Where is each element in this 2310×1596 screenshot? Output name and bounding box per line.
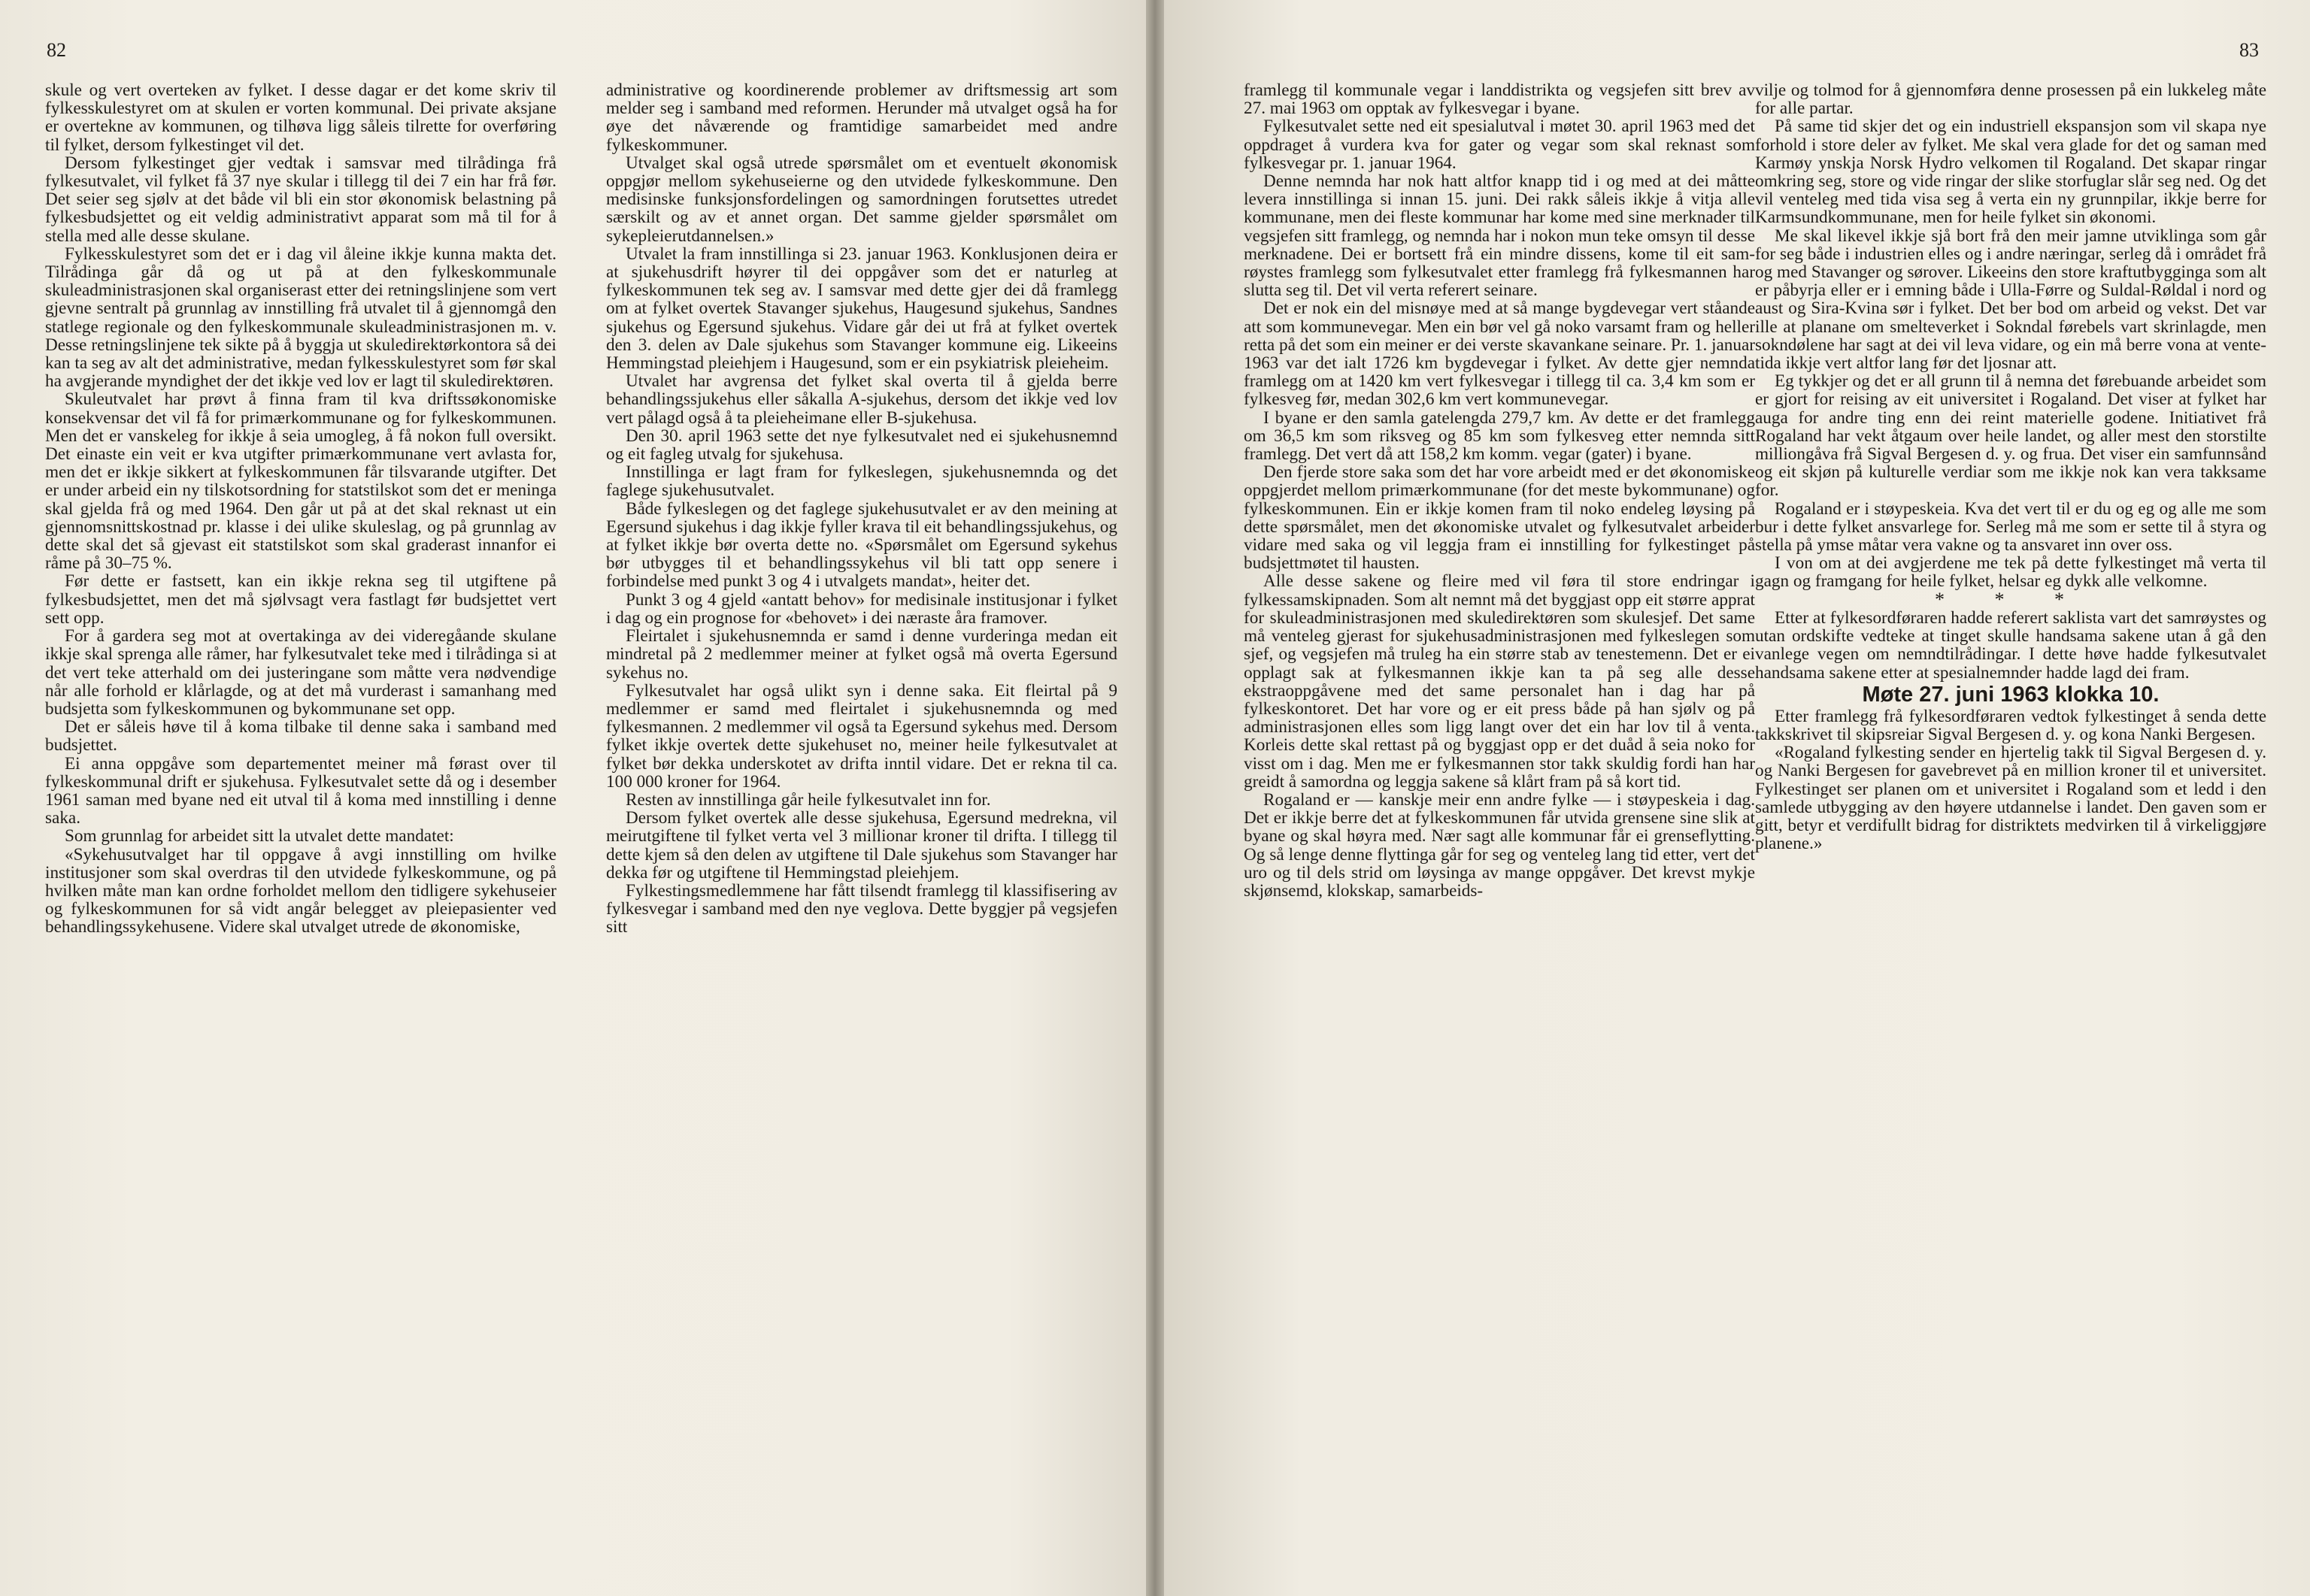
book-gutter [1146,0,1164,1596]
paragraph: På same tid skjer det og ein industriell ekspansjon som vil skapa nye forhold i store deler av fylket. Me skal vera glade for det og saman med Karmøy ynskja Norsk Hydro velkomen til Rogaland. Det skapar ringar omkring seg, store og vide ringar der slike storfuglar slår seg ned. Og det vil venteleg med tida visa seg å verta ein ny grunnpilar, ikkje berre for Karmsundkommunane, men for heile fylket sin økonomi. [1755,117,2266,228]
paragraph: Dersom fylket overtek alle desse sjukehusa, Egersund medrekna, vil meirutgiftene til fylket verta vel 3 millionar kroner til drifta. I tillegg til dette kjem så den delen av utgiftene til Dale sjukehus som Stavanger har dekka før og utgiftene til Hemmingstad pleiehjem. [606,808,1117,883]
paragraph: administrative og koordinerende problemer av driftsmessig art som melder seg i samband med reformen. Herunder må utvalget også ha for øye det nåværende og framtidige samarbeidet med andre fylkeskommuner. [606,81,1117,155]
paragraph: Fleirtalet i sjukehusnemnda er samd i denne vurderinga medan eit mindretal på 2 medlemmer meiner at fylket også må overta Egersund sykehus no. [606,626,1117,683]
left-column-1 [45,81,556,1573]
paragraph: Resten av innstillinga går heile fylkesutvalet inn for. [626,789,991,810]
paragraph: Me skal likevel ikkje sjå bort frå den meir jamne utviklinga som går for seg både i industrien elles og i andre næringar, serleg då i området frå og med Stavanger og sørover. Likeeins den store kraftutbygginga som alt er påbyrja eller er i emning både i Ulla-Førre og Suldal-Røldal i nord og aust og Sira-Kvina sør i fylket. Det ber bod om arbeid og vekst. Det var ille at planane om smelteverket i Sokndal førebels vart skrinlagde, men sokndølene har sagt at dei vil leva vidare, og ein må berre vona at ventetida ikkje vert altfor lang før det ljosnar att. [1755,226,2266,374]
paragraph: Fylkesutvalet har også ulikt syn i denne saka. Eit fleirtal på 9 medlemmer er samd med fleirtalet i sjukehusnemnda og med fylkesmannen. 2 medlemmer vil også ta Egersund sykehus med. Dersom fylket ikkje overtek dette sjukehuset no, meiner heile fylkesutvalet at fylket bør dekka underskotet av drifta inntil vidare. Det er rekna til ca. 100 000 kroner for 1964. [606,680,1117,792]
paragraph: Det er nok ein del misnøye med at så mange bygdevegar vert ståande att som kommunevegar. Men ein bør vel gå noko varsamt fram og heller retta på det som ein meiner er dei verste skavankane seinare. Pr. 1. januar 1963 var det ialt 1726 km bygdevegar i fylket. Av dette gjer nemnda framlegg om at 1420 km vert fylkesvegar i tillegg til ca. 3,4 km som er fylkesveg før, medan 302,6 km vert kommunevegar. [1244,298,1755,410]
right-column-2 [1755,81,2266,1573]
paragraph: vilje og tolmod for å gjennomføra denne prosessen på ein lukkeleg måte for alle partar. [1755,81,2266,119]
left-page [0,0,1146,1596]
paragraph: Eg tykkjer og det er all grunn til å nemna det førebuande arbeidet som er gjort for reising av eit universitet i Rogaland. Det viser at fylket har auga for andre ting enn dei reint materielle godene. Initiativet frå Rogaland har vekt åtgaum over heile landet, og aller mest den storstilte milliongåva frå Sigval Bergesen d. y. og frua. Det viser ein samfunnsånd og eit skjøn på kulturelle verdiar som me ikkje nok kan vera takksame for. [1755,371,2266,501]
paragraph: Dersom fylkestinget gjer vedtak i samsvar med tilrådinga frå fylkesutvalet, vil fylket få 37 nye skular i tillegg til dei 7 ein har frå før. Det seier seg sjølv at det både vil bli ein stor økonomisk belastning på fylkesbudsjettet og eit veldig administrativt apparat som må til for å stella med alle desse skulane. [45,153,556,246]
paragraph: Skuleutvalet har prøvt å finna fram til kva driftssøkonomiske konsekvensar det vil få for primærkommunane og for fylkeskommunen. Men det er vanskeleg for ikkje å seia umogleg, å få nokon full oversikt. Det einaste ein veit er kva utgifter primærkommunane vert avlasta for, men det er ikkje sikkert at fylkeskommunen får tilsvarande utgifter. Det er under arbeid ein ny tilskotsordning for statstilskot som det er meninga skal gjelda frå og med 1964. Den går ut på at det skal reknast ut ein gjennomsnittskostnad pr. klasse i dei ulike skuleslag, og på grunnlag av dette skal det så gjevast eit statstilskot som skal graderast innanfor ei råme på 30–75 %. [45,389,556,574]
paragraph: Fylkesskulestyret som det er i dag vil åleine ikkje kunna makta det. Tilrådinga går då og ut på at den fylkeskommunale skuleadministrasjonen skal organiserast etter dei retningslinjene som vert gjevne sentralt på grunnlag av innstilling frå utvalet til å gjennomgå den statlege regionale og den fylkeskommunale skuleadministrasjonen m. v. Desse retningslinjene tek sikte på å byggja ut skuledirektørkontora så dei kan ta seg av alt det administrative, medan fylkesskulestyret som før skal ha avgjerande myndighet der det ikkje ved lov er lagt til skuledirektøren. [45,244,556,392]
right-column-1 [1244,81,1755,1573]
paragraph: skule og vert overteken av fylket. I desse dagar er det kome skriv til fylkesskulestyret om at skulen er vorten kommunal. Dei private aksjane er overtekne av kommunen, og tilhøva ligg såleis tilrette for overføring til fylket, dersom fylkestinget vil det. [45,81,556,155]
paragraph: Den fjerde store saka som det har vore arbeidt med er det økonomiske oppgjerdet mellom primærkommunane (for det meste bykommunane) og fylkeskommunen. Ein er ikkje komen fram til noko endeleg løysing på dette spørsmålet, men det økonomiske utvalet og fylkesutvalet arbeider vidare med saka og vil leggja fram ei innstilling for fylkestinget på budsjettmøtet til hausten. [1244,462,1755,574]
paragraph: Punkt 3 og 4 gjeld «antatt behov» for medisinale institusjonar i fylket i dag og ein prognose for «behovet» i dei næraste åra framover. [606,589,1117,628]
paragraph: Denne nemnda har nok hatt altfor knapp tid i og med at dei måtte levera innstillinga si innan 15. juni. Dei rakk såleis ikkje å vitja alle kommunane, men dei fleste kommunar har kome med sine merknader til vegsjefen sitt framlegg, og nemnda har i nokon mun teke omsyn til desse merknadene. Dei er bortsett frå ein mindre dissens, kome til eit samrøystes framlegg som fylkesutvalet etter framlegg frå fylkesmannen har slutta seg til. Det vil verta referert seinare. [1244,171,1755,301]
section-separator: * * * [1935,588,2087,610]
paragraph: Innstillinga er lagt fram for fylkeslegen, sjukehusnemnda og det faglege sjukehusutvalet. [606,462,1117,501]
paragraph: «Rogaland fylkesting sender en hjertelig takk til Sigval Bergesen d. y. og Nanki Bergesen for gavebrevet på en million kroner til et universitet. Fylkestinget ser planen om et universitet i Rogaland som et ledd i den samlede utbygging av den høyere utdannelse i landet. Den gaven som er gitt, betyr et verdifullt bidrag for distriktets medvirken til å virkeliggjøre planene.» [1755,743,2266,854]
paragraph: Alle desse sakene og fleire med vil føra til store endringar i fylkessamskipnaden. Som alt nemnt må det byggjast opp eit større apprat for skuleadministrasjonen med skuledirektøren som skulesjef. Det same må venteleg gjerast for sjukehusadministrasjonen med fylkeslegen som sjef, og vegsjefen må truleg ha ein større stab av tenestemenn. Det er ei opplagt sak at fylkesmannen ikkje kan ta på seg alle desse ekstraoppgåvene med det same personalet han i dag har på fylkeskontoret. Det har vore og er eit press både på han sjølv og på administrasjonen elles som ligg langt over det ein har lov til å venta. Korleis dette skal rettast på og byggjast opp er det duåd å seia noko for visst om i dag. Men me er fylkesmannen stor takk skuldig fordi han har greidt å samordna og leggja sakene så klårt fram på så kort tid. [1244,571,1755,792]
left-column-2 [606,81,1117,1573]
right-page [1164,0,2310,1596]
paragraph: Etter at fylkesordføraren hadde referert saklista vart det samrøystes og utan ordskifte vedteke at tinget skulle handsama sakene utan å gå den vanlege vegen om nemndtilrådingar. I dette høve hadde fylkesutvalet handsama sakene etter at spesialnemnder hadde lagd dei fram. [1755,607,2266,683]
paragraph: Både fylkeslegen og det faglege sjukehusutvalet er av den meining at Egersund sjukehus i dag ikkje fyller krava til eit behandlingssjukehus, og at fylket ikkje bør overta dette no. «Spørsmålet om Egersund sykehus bør utbygges til et behandlingssykehus vil bli tatt opp senere i forbindelse med punkt 3 og 4 i utvalgets mandat», heiter det. [606,498,1117,592]
meeting-heading: Møte 27. juni 1963 klokka 10. [1862,682,2160,707]
paragraph: framlegg til kommunale vegar i landdistrikta og vegsjefen sitt brev av 27. mai 1963 om opptak av fylkesvegar i byane. [1244,81,1755,119]
paragraph: Som grunnlag for arbeidet sitt la utvalet dette mandatet: [65,826,454,846]
page-number: 83 [2239,39,2259,61]
page-number: 82 [47,39,66,61]
paragraph: «Sykehusutvalget har til oppgave å avgi innstilling om hvilke institusjoner som skal overdras til den utvidede fylkeskommune, og på hvilken måte man kan ordne forholdet mellom den tidligere sykehuseier og fylkeskommunen for så vidt angår belegget av pleiepasienter ved behandlingssykehusene. Videre skal utvalget utrede de økonomiske, [45,844,556,937]
paragraph: I von om at dei avgjerdene me tek på dette fylkestinget må verta til gagn og framgang for heile fylket, helsar eg dykk alle velkomne. [1755,553,2266,592]
paragraph: Det er såleis høve til å koma tilbake til denne saka i samband med budsjettet. [45,717,556,756]
paragraph: I byane er den samla gatelengda 279,7 km. Av dette er det framlegg om 36,5 km som riksveg og 85 km som fylkesveg etter nemnda sitt framlegg. Det vert då att 158,2 km komm. vegar (gater) i byane. [1244,407,1755,465]
paragraph: Utvalget skal også utrede spørsmålet om et eventuelt økonomisk oppgjør mellom sykehuseierne og den utvidede fylkeskommune. Den medisinske funksjonsfordelingen og samordningen forutsettes utredet særskilt og av et annet organ. Det samme gjelder spørsmålet om sykepleierutdannelsen.» [606,153,1117,246]
paragraph: Fylkestingsmedlemmene har fått tilsendt framlegg til klassifisering av fylkesvegar i samband med den nye veglova. Dette byggjer på vegsjefen sitt [606,880,1117,937]
paragraph: Ei anna oppgåve som departementet meiner må førast over til fylkeskommunal drift er sjukehusa. Fylkesutvalet sette då og i desember 1961 saman med byane ned eit utval til å koma med innstilling i denne saka. [45,753,556,828]
paragraph: Før dette er fastsett, kan ein ikkje rekna seg til utgiftene på fylkesbudsjettet, men det må sjølvsagt vera fastlagt før budsjettet vert sett opp. [45,571,556,628]
paragraph: Utvalet har avgrensa det fylket skal overta til å gjelda berre behandlingssjukehus eller såkalla A-sjukehus, dersom det ikkje ved lov vert pålagd også å ta pleieheimane eller B-sjukehusa. [606,371,1117,428]
paragraph: Rogaland er i støypeskeia. Kva det vert til er du og eg og alle me som bur i dette fylket ansvarlege for. Serleg må me som er sette til å styra og stella på ymse måtar vera vakne og ta ansvaret inn over oss. [1755,498,2266,556]
paragraph: Rogaland er — kanskje meir enn andre fylke — i støypeskeia i dag. Det er ikkje berre det at fylkeskommunen får utvida grensene sine slik at byane og skal høyra med. Nær sagt alle kommunar får ei grenseflytting. Og så lenge denne flyttinga går for seg og venteleg lang tid etter, vert det uro og til dels strid om løysinga av mange oppgåver. Det krevst mykje skjønsemd, klokskap, samarbeids- [1244,789,1755,901]
paragraph: Fylkesutvalet sette ned eit spesialutval i møtet 30. april 1963 med det oppdraget å vurdera kva for gater og vegar som skal reknast som fylkesvegar pr. 1. januar 1964. [1244,117,1755,173]
paragraph: Utvalet la fram innstillinga si 23. januar 1963. Konklusjonen deira er at sjukehusdrift høyrer til dei oppgåver som det er naturleg at fylkeskommunen tek seg av. I samsvar med dette gjer dei då framlegg om at fylket overtek Stavanger sjukehus, Haugesund sjukehus, Sandnes sjukehus og Egersund sjukehus. Vidare går dei ut frå at fylket overtek den 3. delen av Dale sjukehus som Stavanger kommune eig. Likeeins Hemmingstad pleiehjem i Haugesund, som er ein psykiatrisk pleieheim. [606,244,1117,374]
paragraph: Den 30. april 1963 sette det nye fylkesutvalet ned ei sjukehusnemnd og eit fagleg utvalg for sjukehusa. [606,425,1117,465]
paragraph: Etter framlegg frå fylkesordføraren vedtok fylkestinget å senda dette takkskrivet til skipsreiar Sigval Bergesen d. y. og kona Nanki Bergesen. [1755,706,2266,744]
paragraph: For å gardera seg mot at overtakinga av dei videregåande skulane ikkje skal sprenga alle råmer, har fylkesutvalet teke med i tilrådinga si at det vert teke atterhald om dei justeringane som måtte vera nødvendige når alle forhold er klårlagde, og at det må vurderast i samanhang med budsjetta som fylkeskommunen og bykommunane set opp. [45,626,556,719]
